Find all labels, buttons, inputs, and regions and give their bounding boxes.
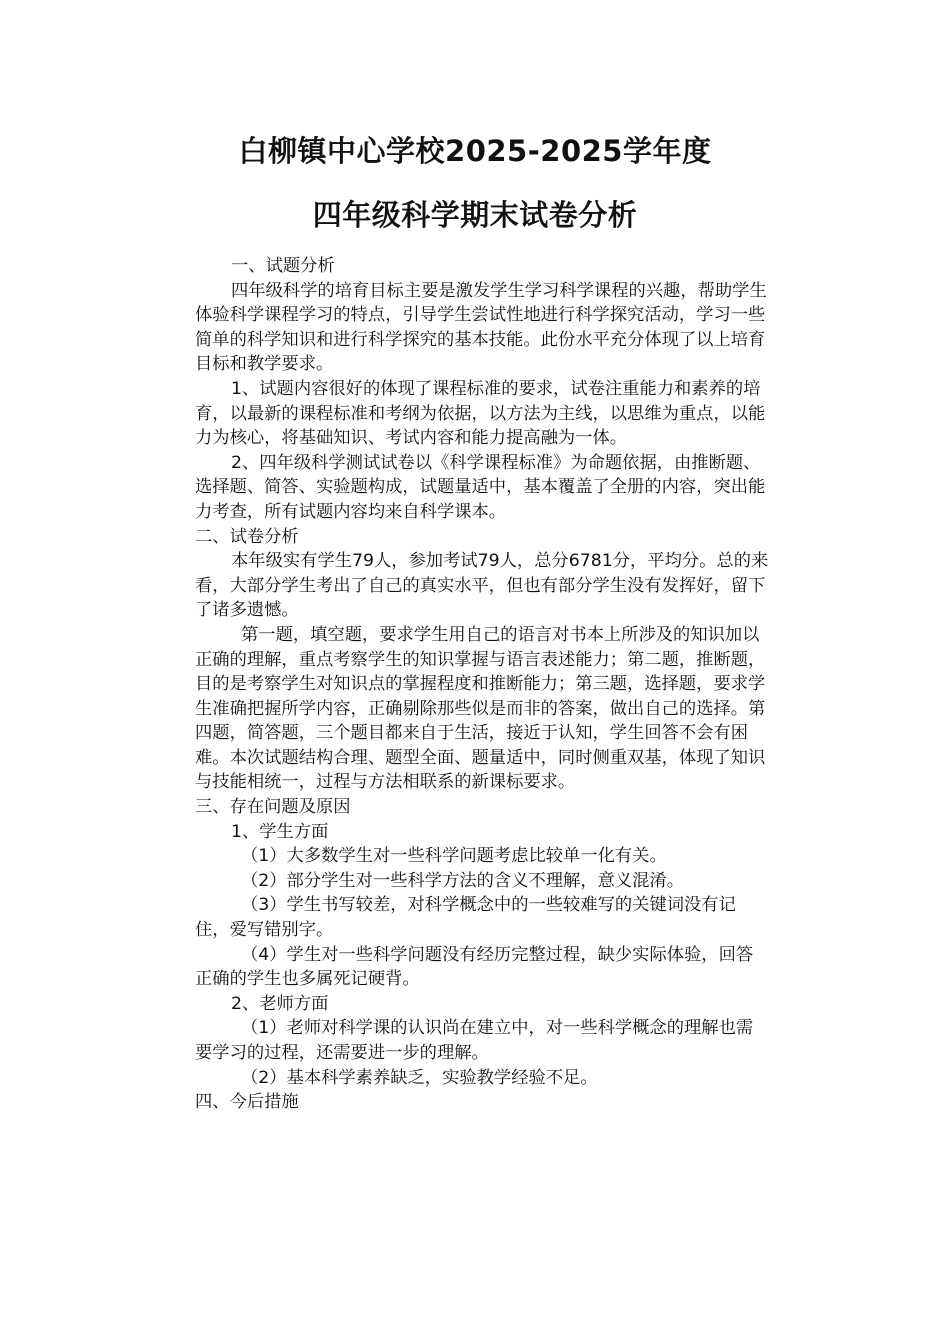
paragraph-question-types: 第一题，填空题，要求学生用自己的语言对书本上所涉及的知识加以正确的理解，重点考察学生的知识掌握与语言表述能力；第二题，推断题，目的是考察学生对知识点的掌握程度和推断能力；第三题，选择题，要求学生准确把握所学内容，正确剔除那些似是而非的答案，做出自己的选择。第四题，简答题，三个题目都来自于生活，接近于认知，学生回答不会有困难。本次试题结构合理、题型全面、题量适中，同时侧重双基，体现了知识与技能相统一，过程与方法相联系的新课标要求。 xyxy=(195,624,766,793)
document-title-line2: 四年级科学期末试卷分析 xyxy=(312,198,638,232)
paragraph-student-count: 本年级实有学生79人，参加考试79人，总分6781分，平均分。总的来看，大部分学生考出了自己的真实水平，但也有部分学生没有发挥好，留下了诸多遗憾。 xyxy=(195,551,769,621)
list-item-student-4: （4）学生对一些科学问题没有经历完整过程，缺少实际体验，回答正确的学生也多属死记硬背。 xyxy=(195,944,754,990)
paragraph-point-1: 1、试题内容很好的体现了课程标准的要求，试卷注重能力和素养的培育，以最新的课程标准和考纲为依据，以方法为主线，以思维为重点，以能力为核心，将基础知识、考试内容和能力提高融为一体。 xyxy=(195,378,766,449)
paragraph-point-2: 2、四年级科学测试试卷以《科学课程标准》为命题依据，由推断题、选择题、简答、实验题构成，试题量适中，基本覆盖了全册的内容，突出能力考查，所有试题内容均来自科学课本。 xyxy=(195,452,766,522)
document-body xyxy=(195,254,770,1115)
list-item-teacher-1: （1）老师对科学课的认识尚在建立中，对一些科学概念的理解也需要学习的过程，还需要进一步的理解。 xyxy=(195,1018,754,1063)
subheading-teachers: 2、老师方面 xyxy=(231,993,329,1014)
list-item-student-1: （1）大多数学生对一些科学问题考虑比较单一化有关。 xyxy=(241,846,667,867)
subheading-students: 1、学生方面 xyxy=(231,821,329,842)
document-title-line1: 白柳镇中心学校2025-2025学年度 xyxy=(238,134,712,168)
list-item-student-3: （3）学生书写较差，对科学概念中的一些较难写的关键词没有记住，爱写错别字。 xyxy=(195,895,736,941)
section-heading-problems: 三、存在问题及原因 xyxy=(195,797,351,818)
section-heading-paper-analysis: 二、试卷分析 xyxy=(195,526,299,547)
list-item-teacher-2: （2）基本科学素养缺乏，实验教学经验不足。 xyxy=(241,1067,598,1088)
list-item-student-2: （2）部分学生对一些科学方法的含义不理解，意义混淆。 xyxy=(241,870,685,891)
paragraph-training-goals: 四年级科学的培育目标主要是激发学生学习科学课程的兴趣，帮助学生体验科学课程学习的特点，引导学生尝试性地进行科学探究活动，学习一些简单的科学知识和进行科学探究的基本技能。此份水平充分体现了以上培育目标和教学要求。 xyxy=(195,280,767,375)
section-heading-question-analysis: 一、试题分析 xyxy=(231,256,335,276)
section-heading-future-measures: 四、今后措施 xyxy=(195,1092,299,1113)
